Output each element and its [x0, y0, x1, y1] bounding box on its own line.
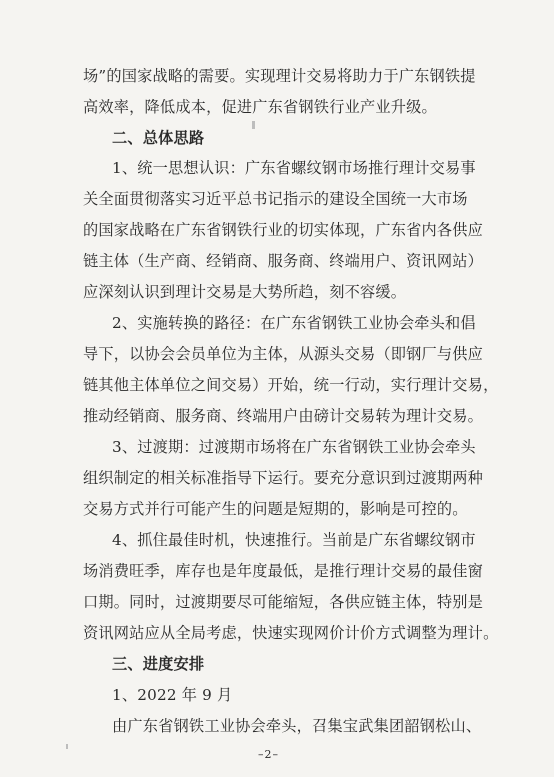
body-line-5: 关全面贯彻落实习近平总书记指示的建设全国统一大市场 [83, 190, 468, 208]
body-line-11: 链其他主体单位之间交易）开始，统一行动，实行理计交易， [83, 376, 499, 394]
body-line-12: 推动经销商、服务商、终端用户由磅计交易转为理计交易。 [83, 407, 484, 425]
body-line-14: 组织制定的相关标准指导下运行。要充分意识到过渡期两种 [83, 469, 484, 487]
body-line-9: 2、实施转换的路径：在广东省钢铁工业协会牵头和倡 [112, 314, 476, 332]
body-line-19: 资讯网站应从全局考虑，快速实现网价计价方式调整为理计。 [83, 624, 499, 642]
page-number: –2– [258, 748, 279, 761]
body-line-10: 导下，以协会会员单位为主体，从源头交易（即钢厂与供应 [83, 345, 484, 363]
body-line-15: 交易方式并行可能产生的问题是短期的，影响是可控的。 [83, 500, 468, 518]
body-line-2: 高效率，降低成本，促进广东省钢铁行业产业升级。 [83, 98, 437, 116]
section-heading-2: 二、总体思路 [112, 129, 205, 147]
body-line-16: 4、抓住最佳时机，快速推行。当前是广东省螺纹钢市 [112, 531, 476, 549]
body-line-4: 1、统一思想认识：广东省螺纹钢市场推行理计交易事 [112, 159, 476, 177]
body-line-21: 1、2022 年 9 月 [112, 686, 233, 704]
body-line-6: 的国家战略在广东省钢铁行业的切实体现，广东省内各供应 [83, 221, 484, 239]
body-line-8: 应深刻认识到理计交易是大势所趋，刻不容缓。 [83, 283, 407, 301]
body-line-13: 3、过渡期：过渡期市场将在广东省钢铁工业协会牵头 [112, 438, 476, 456]
scan-mark [252, 121, 255, 129]
body-line-1: 场”的国家战略的需要。实现理计交易将助力于广东钢铁提 [83, 67, 476, 85]
body-line-22: 由广东省钢铁工业协会牵头，召集宝武集团韶钢松山、 [112, 717, 482, 735]
body-line-7: 链主体（生产商、经销商、服务商、终端用户、资讯网站） [83, 252, 484, 270]
body-line-18: 口期。同时，过渡期要尽可能缩短，各供应链主体，特别是 [83, 593, 484, 611]
scan-mark [66, 744, 68, 749]
body-line-17: 场消费旺季，库存也是年度最低，是推行理计交易的最佳窗 [83, 562, 484, 580]
section-heading-3: 三、进度安排 [112, 655, 205, 673]
